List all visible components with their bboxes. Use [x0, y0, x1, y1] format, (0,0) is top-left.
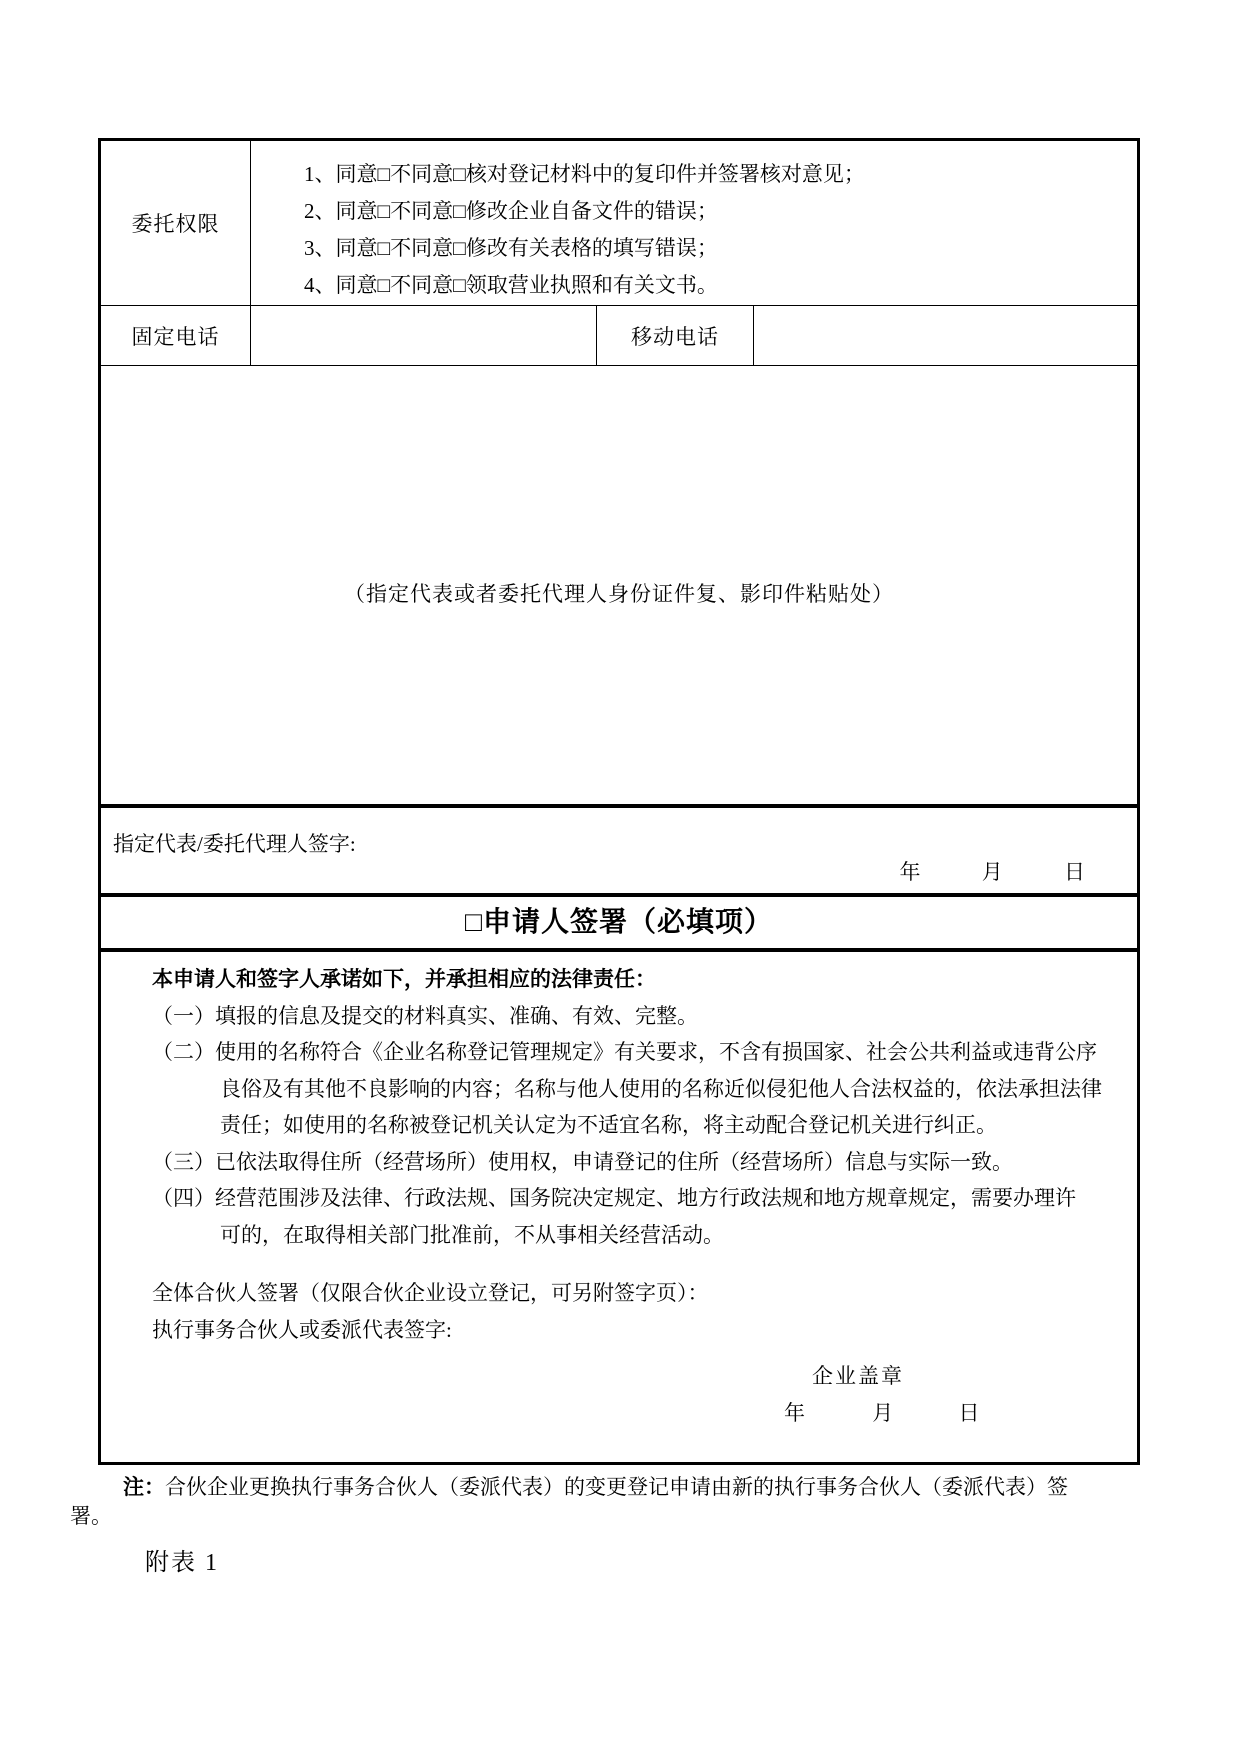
- fixed-phone-label: 固定电话: [101, 306, 251, 365]
- date-day-label: 日: [1064, 860, 1085, 884]
- commitment-line-2: （二）使用的名称符合《企业名称登记管理规定》有关要求，不含有损国家、社会公共利益或违背公序: [152, 1040, 1097, 1064]
- date-day-label: 日: [958, 1400, 980, 1425]
- delegation-item-2: 2、同意□不同意□修改企业自备文件的错误；: [304, 199, 718, 223]
- applicant-section-header: □申请人签署（必填项）: [101, 893, 1137, 948]
- delegation-authority-label: 委托权限: [101, 141, 251, 305]
- date-year-label: 年: [899, 860, 921, 884]
- delegation-item-1: 1、同意□不同意□核对登记材料中的复印件并签署核对意见；: [304, 162, 865, 186]
- delegation-authority-row: [101, 141, 1137, 305]
- fixed-phone-value-cell[interactable]: [251, 306, 597, 365]
- executive-sign-label[interactable]: 执行事务合伙人或委派代表签字:: [152, 1317, 452, 1342]
- phone-row: [101, 305, 1137, 365]
- date-month-label: 月: [981, 860, 1003, 884]
- mobile-phone-value-cell[interactable]: [754, 306, 1137, 365]
- footnote-line-2: 署。: [70, 1504, 112, 1528]
- agent-signature-label: 指定代表/委托代理人签字:: [113, 832, 356, 856]
- mobile-phone-label: 移动电话: [597, 306, 754, 365]
- id-paste-note: （指定代表或者委托代理人身份证件复、影印件粘贴处）: [344, 582, 894, 606]
- commitment-line-1: （一）填报的信息及提交的材料真实、准确、有效、完整。: [152, 1003, 698, 1028]
- commitment-line-4-cont: 可的，在取得相关部门批准前，不从事相关经营活动。: [220, 1222, 724, 1247]
- delegation-authority-items: [251, 141, 1137, 305]
- appendix-label: 附表 1: [145, 1550, 219, 1576]
- footnote-line-1: [70, 1473, 1178, 1502]
- footnote-prefix: 注：: [123, 1475, 165, 1499]
- commitment-line-2-cont2: 责任；如使用的名称被登记机关认定为不适宜名称，将主动配合登记机关进行纠正。: [220, 1113, 997, 1137]
- delegation-item-4: 4、同意□不同意□领取营业执照和有关文书。: [304, 273, 718, 297]
- commitment-date-line: [152, 1395, 1119, 1432]
- footnote: [70, 1473, 1178, 1531]
- registration-form-table: [98, 138, 1140, 1465]
- date-month-label: 月: [872, 1400, 894, 1425]
- commitment-intro: 本申请人和签字人承诺如下，并承担相应的法律责任：: [152, 967, 656, 991]
- commitment-line-3: （三）已依法取得住所（经营场所）使用权，申请登记的住所（经营场所）信息与实际一致。: [152, 1149, 1013, 1174]
- company-seal-label: 企业盖章: [812, 1364, 904, 1388]
- agent-signature-row[interactable]: [101, 804, 1137, 893]
- commitment-line-4: （四）经营范围涉及法律、行政法规、国务院决定规定、地方行政法规和地方规章规定，需要办理许: [152, 1186, 1076, 1210]
- partner-sign-label: 全体合伙人签署（仅限合伙企业设立登记，可另附签字页）：: [152, 1281, 709, 1305]
- commitment-line-2-cont: 良俗及有其他不良影响的内容；名称与他人使用的名称近似侵犯他人合法权益的，依法承担法律: [220, 1076, 1102, 1101]
- delegation-item-3: 3、同意□不同意□修改有关表格的填写错误；: [304, 236, 718, 260]
- id-document-paste-area: [101, 365, 1137, 804]
- date-year-label: 年: [784, 1400, 805, 1425]
- commitment-section: [101, 948, 1137, 1462]
- agent-signature-date-line: [900, 856, 1086, 886]
- footnote-text: 合伙企业更换执行事务合伙人（委派代表）的变更登记申请由新的执行事务合伙人（委派代表）签: [165, 1475, 1068, 1499]
